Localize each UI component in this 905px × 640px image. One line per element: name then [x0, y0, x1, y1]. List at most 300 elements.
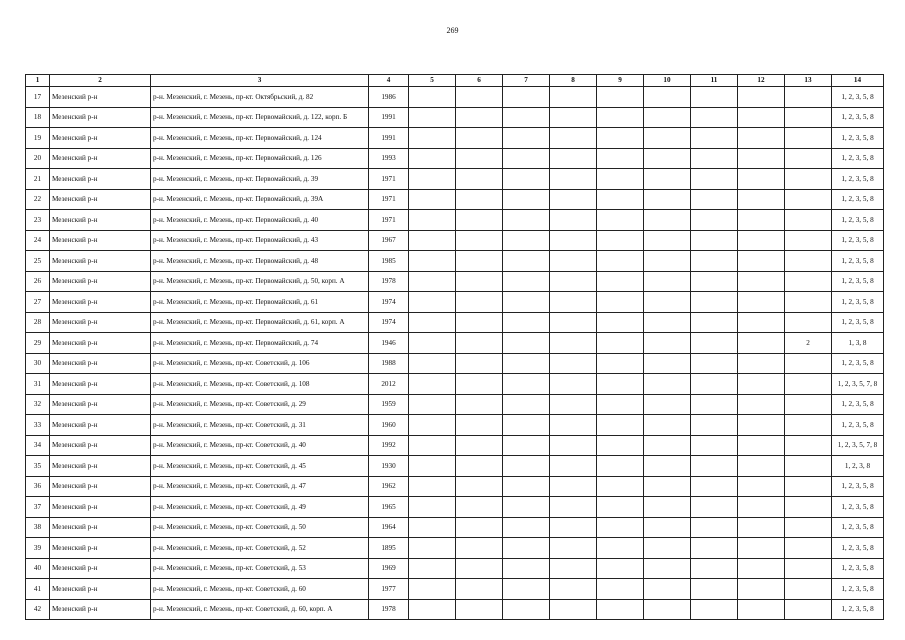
empty-cell-col-8 — [550, 107, 597, 128]
empty-cell-col-7 — [503, 579, 550, 600]
col14-cell: 1, 3, 8 — [832, 333, 884, 354]
empty-cell-col-12 — [738, 87, 785, 108]
table-row — [26, 476, 884, 497]
address-cell: р-н. Мезенский, г. Мезень, пр-кт. Первомайский, д. 61 — [151, 292, 369, 313]
empty-cell-col-9 — [597, 374, 644, 395]
row-number: 27 — [26, 292, 50, 313]
empty-cell-col-11 — [691, 333, 738, 354]
table-row — [26, 374, 884, 395]
row-number: 33 — [26, 415, 50, 436]
empty-cell-col-7 — [503, 353, 550, 374]
empty-cell-col-11 — [691, 374, 738, 395]
empty-cell-col-9 — [597, 251, 644, 272]
district-cell: Мезенский р-н — [50, 169, 151, 190]
empty-cell-col-5 — [409, 579, 456, 600]
empty-cell-col-9 — [597, 435, 644, 456]
table-row — [26, 558, 884, 579]
col13-cell — [785, 374, 832, 395]
table-row — [26, 497, 884, 518]
col13-cell — [785, 538, 832, 559]
empty-cell-col-11 — [691, 148, 738, 169]
col14-cell: 1, 2, 3, 5, 7, 8 — [832, 435, 884, 456]
district-cell: Мезенский р-н — [50, 230, 151, 251]
empty-cell-col-9 — [597, 271, 644, 292]
empty-cell-col-9 — [597, 210, 644, 231]
col14-cell: 1, 2, 3, 5, 8 — [832, 394, 884, 415]
table-body — [26, 87, 884, 620]
column-header-6: 6 — [456, 75, 503, 87]
empty-cell-col-8 — [550, 435, 597, 456]
empty-cell-col-8 — [550, 189, 597, 210]
empty-cell-col-11 — [691, 394, 738, 415]
column-header-4: 4 — [369, 75, 409, 87]
empty-cell-col-11 — [691, 292, 738, 313]
empty-cell-col-6 — [456, 579, 503, 600]
empty-cell-col-6 — [456, 374, 503, 395]
empty-cell-col-10 — [644, 210, 691, 231]
empty-cell-col-6 — [456, 353, 503, 374]
year-cell: 1971 — [369, 169, 409, 190]
empty-cell-col-5 — [409, 558, 456, 579]
empty-cell-col-5 — [409, 292, 456, 313]
col14-cell: 1, 2, 3, 5, 8 — [832, 128, 884, 149]
row-number: 37 — [26, 497, 50, 518]
address-cell: р-н. Мезенский, г. Мезень, пр-кт. Советский, д. 52 — [151, 538, 369, 559]
col13-cell — [785, 394, 832, 415]
column-number-header — [26, 75, 884, 87]
empty-cell-col-9 — [597, 415, 644, 436]
empty-cell-col-12 — [738, 415, 785, 436]
empty-cell-col-11 — [691, 476, 738, 497]
empty-cell-col-12 — [738, 292, 785, 313]
empty-cell-col-12 — [738, 599, 785, 620]
empty-cell-col-5 — [409, 353, 456, 374]
empty-cell-col-9 — [597, 599, 644, 620]
empty-cell-col-12 — [738, 538, 785, 559]
year-cell: 1974 — [369, 292, 409, 313]
empty-cell-col-6 — [456, 497, 503, 518]
col14-cell: 1, 2, 3, 5, 8 — [832, 189, 884, 210]
col13-cell — [785, 579, 832, 600]
empty-cell-col-7 — [503, 456, 550, 477]
year-cell: 1985 — [369, 251, 409, 272]
empty-cell-col-10 — [644, 558, 691, 579]
empty-cell-col-9 — [597, 456, 644, 477]
empty-cell-col-12 — [738, 476, 785, 497]
empty-cell-col-10 — [644, 353, 691, 374]
empty-cell-col-7 — [503, 148, 550, 169]
housing-register-table — [25, 74, 884, 620]
col13-cell — [785, 169, 832, 190]
empty-cell-col-6 — [456, 476, 503, 497]
empty-cell-col-12 — [738, 353, 785, 374]
district-cell: Мезенский р-н — [50, 394, 151, 415]
empty-cell-col-12 — [738, 107, 785, 128]
year-cell: 1962 — [369, 476, 409, 497]
row-number: 17 — [26, 87, 50, 108]
column-header-9: 9 — [597, 75, 644, 87]
empty-cell-col-10 — [644, 87, 691, 108]
column-header-7: 7 — [503, 75, 550, 87]
empty-cell-col-7 — [503, 251, 550, 272]
empty-cell-col-7 — [503, 374, 550, 395]
row-number: 25 — [26, 251, 50, 272]
empty-cell-col-8 — [550, 148, 597, 169]
empty-cell-col-10 — [644, 579, 691, 600]
empty-cell-col-6 — [456, 169, 503, 190]
col13-cell: 2 — [785, 333, 832, 354]
empty-cell-col-9 — [597, 312, 644, 333]
empty-cell-col-6 — [456, 333, 503, 354]
column-header-1: 1 — [26, 75, 50, 87]
table-row — [26, 599, 884, 620]
empty-cell-col-10 — [644, 230, 691, 251]
empty-cell-col-7 — [503, 230, 550, 251]
empty-cell-col-10 — [644, 456, 691, 477]
year-cell: 1986 — [369, 87, 409, 108]
empty-cell-col-7 — [503, 538, 550, 559]
year-cell: 1946 — [369, 333, 409, 354]
col14-cell: 1, 2, 3, 5, 8 — [832, 230, 884, 251]
empty-cell-col-5 — [409, 435, 456, 456]
empty-cell-col-11 — [691, 312, 738, 333]
year-cell: 1971 — [369, 189, 409, 210]
col14-cell: 1, 2, 3, 5, 8 — [832, 210, 884, 231]
column-header-8: 8 — [550, 75, 597, 87]
empty-cell-col-5 — [409, 415, 456, 436]
empty-cell-col-11 — [691, 497, 738, 518]
table-row — [26, 353, 884, 374]
empty-cell-col-9 — [597, 230, 644, 251]
col13-cell — [785, 210, 832, 231]
empty-cell-col-10 — [644, 394, 691, 415]
table-row — [26, 230, 884, 251]
district-cell: Мезенский р-н — [50, 128, 151, 149]
empty-cell-col-12 — [738, 169, 785, 190]
table-row — [26, 312, 884, 333]
col13-cell — [785, 230, 832, 251]
empty-cell-col-7 — [503, 558, 550, 579]
empty-cell-col-6 — [456, 107, 503, 128]
table-row — [26, 107, 884, 128]
district-cell: Мезенский р-н — [50, 599, 151, 620]
empty-cell-col-8 — [550, 230, 597, 251]
table-row — [26, 251, 884, 272]
empty-cell-col-12 — [738, 435, 785, 456]
row-number: 29 — [26, 333, 50, 354]
row-number: 24 — [26, 230, 50, 251]
col14-cell: 1, 2, 3, 5, 8 — [832, 353, 884, 374]
col14-cell: 1, 2, 3, 5, 8 — [832, 476, 884, 497]
empty-cell-col-9 — [597, 333, 644, 354]
empty-cell-col-5 — [409, 107, 456, 128]
col13-cell — [785, 292, 832, 313]
district-cell: Мезенский р-н — [50, 415, 151, 436]
empty-cell-col-8 — [550, 599, 597, 620]
empty-cell-col-6 — [456, 435, 503, 456]
empty-cell-col-5 — [409, 128, 456, 149]
year-cell: 1960 — [369, 415, 409, 436]
empty-cell-col-7 — [503, 476, 550, 497]
district-cell: Мезенский р-н — [50, 517, 151, 538]
empty-cell-col-11 — [691, 230, 738, 251]
row-number: 32 — [26, 394, 50, 415]
address-cell: р-н. Мезенский, г. Мезень, пр-кт. Первомайский, д. 39 — [151, 169, 369, 190]
empty-cell-col-8 — [550, 394, 597, 415]
address-cell: р-н. Мезенский, г. Мезень, пр-кт. Советский, д. 108 — [151, 374, 369, 395]
address-cell: р-н. Мезенский, г. Мезень, пр-кт. Советский, д. 60 — [151, 579, 369, 600]
empty-cell-col-12 — [738, 579, 785, 600]
empty-cell-col-7 — [503, 210, 550, 231]
col14-cell: 1, 2, 3, 5, 7, 8 — [832, 374, 884, 395]
table-row — [26, 517, 884, 538]
address-cell: р-н. Мезенский, г. Мезень, пр-кт. Советский, д. 40 — [151, 435, 369, 456]
table-row — [26, 148, 884, 169]
empty-cell-col-5 — [409, 87, 456, 108]
column-header-11: 11 — [691, 75, 738, 87]
empty-cell-col-6 — [456, 394, 503, 415]
empty-cell-col-8 — [550, 312, 597, 333]
empty-cell-col-8 — [550, 271, 597, 292]
page-number: 269 — [446, 26, 459, 35]
address-cell: р-н. Мезенский, г. Мезень, пр-кт. Советский, д. 50 — [151, 517, 369, 538]
row-number: 20 — [26, 148, 50, 169]
empty-cell-col-6 — [456, 517, 503, 538]
empty-cell-col-10 — [644, 292, 691, 313]
empty-cell-col-12 — [738, 456, 785, 477]
empty-cell-col-11 — [691, 538, 738, 559]
column-header-2: 2 — [50, 75, 151, 87]
row-number: 30 — [26, 353, 50, 374]
col13-cell — [785, 599, 832, 620]
empty-cell-col-6 — [456, 312, 503, 333]
empty-cell-col-7 — [503, 189, 550, 210]
empty-cell-col-8 — [550, 558, 597, 579]
empty-cell-col-7 — [503, 87, 550, 108]
empty-cell-col-12 — [738, 517, 785, 538]
empty-cell-col-10 — [644, 251, 691, 272]
year-cell: 1977 — [369, 579, 409, 600]
col14-cell: 1, 2, 3, 5, 8 — [832, 271, 884, 292]
empty-cell-col-10 — [644, 189, 691, 210]
empty-cell-col-12 — [738, 251, 785, 272]
table-row — [26, 210, 884, 231]
col13-cell — [785, 312, 832, 333]
col13-cell — [785, 558, 832, 579]
empty-cell-col-8 — [550, 456, 597, 477]
empty-cell-col-7 — [503, 394, 550, 415]
address-cell: р-н. Мезенский, г. Мезень, пр-кт. Первомайский, д. 40 — [151, 210, 369, 231]
col14-cell: 1, 2, 3, 5, 8 — [832, 292, 884, 313]
address-cell: р-н. Мезенский, г. Мезень, пр-кт. Советский, д. 31 — [151, 415, 369, 436]
row-number: 36 — [26, 476, 50, 497]
district-cell: Мезенский р-н — [50, 210, 151, 231]
empty-cell-col-8 — [550, 415, 597, 436]
row-number: 38 — [26, 517, 50, 538]
empty-cell-col-7 — [503, 271, 550, 292]
empty-cell-col-12 — [738, 148, 785, 169]
col14-cell: 1, 2, 3, 5, 8 — [832, 169, 884, 190]
empty-cell-col-7 — [503, 435, 550, 456]
empty-cell-col-9 — [597, 517, 644, 538]
district-cell: Мезенский р-н — [50, 579, 151, 600]
column-header-10: 10 — [644, 75, 691, 87]
empty-cell-col-6 — [456, 189, 503, 210]
district-cell: Мезенский р-н — [50, 558, 151, 579]
empty-cell-col-9 — [597, 497, 644, 518]
row-number: 18 — [26, 107, 50, 128]
empty-cell-col-11 — [691, 456, 738, 477]
district-cell: Мезенский р-н — [50, 333, 151, 354]
empty-cell-col-11 — [691, 87, 738, 108]
empty-cell-col-8 — [550, 128, 597, 149]
empty-cell-col-10 — [644, 312, 691, 333]
empty-cell-col-6 — [456, 538, 503, 559]
empty-cell-col-6 — [456, 558, 503, 579]
district-cell: Мезенский р-н — [50, 107, 151, 128]
empty-cell-col-5 — [409, 538, 456, 559]
col13-cell — [785, 415, 832, 436]
empty-cell-col-6 — [456, 148, 503, 169]
col14-cell: 1, 2, 3, 5, 8 — [832, 107, 884, 128]
address-cell: р-н. Мезенский, г. Мезень, пр-кт. Октябрьский, д. 82 — [151, 87, 369, 108]
address-cell: р-н. Мезенский, г. Мезень, пр-кт. Советский, д. 106 — [151, 353, 369, 374]
table-row — [26, 87, 884, 108]
col13-cell — [785, 87, 832, 108]
empty-cell-col-11 — [691, 579, 738, 600]
table-row — [26, 579, 884, 600]
empty-cell-col-5 — [409, 210, 456, 231]
empty-cell-col-5 — [409, 189, 456, 210]
column-header-13: 13 — [785, 75, 832, 87]
empty-cell-col-10 — [644, 538, 691, 559]
row-number: 35 — [26, 456, 50, 477]
empty-cell-col-12 — [738, 312, 785, 333]
table-row — [26, 169, 884, 190]
empty-cell-col-10 — [644, 169, 691, 190]
empty-cell-col-5 — [409, 333, 456, 354]
empty-cell-col-11 — [691, 189, 738, 210]
empty-cell-col-9 — [597, 128, 644, 149]
address-cell: р-н. Мезенский, г. Мезень, пр-кт. Первомайский, д. 43 — [151, 230, 369, 251]
empty-cell-col-7 — [503, 333, 550, 354]
empty-cell-col-7 — [503, 107, 550, 128]
empty-cell-col-10 — [644, 374, 691, 395]
row-number: 19 — [26, 128, 50, 149]
empty-cell-col-8 — [550, 333, 597, 354]
table-row — [26, 456, 884, 477]
empty-cell-col-11 — [691, 210, 738, 231]
year-cell: 1991 — [369, 107, 409, 128]
address-cell: р-н. Мезенский, г. Мезень, пр-кт. Советский, д. 47 — [151, 476, 369, 497]
empty-cell-col-11 — [691, 107, 738, 128]
col13-cell — [785, 497, 832, 518]
col14-cell: 1, 2, 3, 5, 8 — [832, 251, 884, 272]
empty-cell-col-9 — [597, 394, 644, 415]
district-cell: Мезенский р-н — [50, 374, 151, 395]
row-number: 41 — [26, 579, 50, 600]
year-cell: 1978 — [369, 599, 409, 620]
empty-cell-col-11 — [691, 128, 738, 149]
empty-cell-col-5 — [409, 599, 456, 620]
address-cell: р-н. Мезенский, г. Мезень, пр-кт. Первомайский, д. 126 — [151, 148, 369, 169]
col14-cell: 1, 2, 3, 5, 8 — [832, 599, 884, 620]
empty-cell-col-5 — [409, 497, 456, 518]
empty-cell-col-8 — [550, 210, 597, 231]
empty-cell-col-5 — [409, 517, 456, 538]
empty-cell-col-6 — [456, 456, 503, 477]
empty-cell-col-10 — [644, 435, 691, 456]
row-number: 26 — [26, 271, 50, 292]
district-cell: Мезенский р-н — [50, 251, 151, 272]
district-cell: Мезенский р-н — [50, 271, 151, 292]
empty-cell-col-12 — [738, 230, 785, 251]
empty-cell-col-6 — [456, 415, 503, 436]
empty-cell-col-5 — [409, 271, 456, 292]
year-cell: 1967 — [369, 230, 409, 251]
empty-cell-col-6 — [456, 292, 503, 313]
year-cell: 1991 — [369, 128, 409, 149]
empty-cell-col-12 — [738, 210, 785, 231]
year-cell: 1964 — [369, 517, 409, 538]
col14-cell: 1, 2, 3, 5, 8 — [832, 497, 884, 518]
empty-cell-col-9 — [597, 189, 644, 210]
table-row — [26, 128, 884, 149]
row-number: 28 — [26, 312, 50, 333]
column-header-14: 14 — [832, 75, 884, 87]
col13-cell — [785, 456, 832, 477]
district-cell: Мезенский р-н — [50, 312, 151, 333]
row-number: 21 — [26, 169, 50, 190]
col14-cell: 1, 2, 3, 5, 8 — [832, 415, 884, 436]
empty-cell-col-7 — [503, 415, 550, 436]
empty-cell-col-8 — [550, 374, 597, 395]
row-number: 39 — [26, 538, 50, 559]
empty-cell-col-9 — [597, 169, 644, 190]
empty-cell-col-5 — [409, 312, 456, 333]
empty-cell-col-9 — [597, 87, 644, 108]
col13-cell — [785, 148, 832, 169]
empty-cell-col-11 — [691, 558, 738, 579]
address-cell: р-н. Мезенский, г. Мезень, пр-кт. Советский, д. 53 — [151, 558, 369, 579]
empty-cell-col-8 — [550, 353, 597, 374]
empty-cell-col-5 — [409, 456, 456, 477]
empty-cell-col-11 — [691, 599, 738, 620]
col14-cell: 1, 2, 3, 5, 8 — [832, 558, 884, 579]
empty-cell-col-5 — [409, 230, 456, 251]
year-cell: 1992 — [369, 435, 409, 456]
table-row — [26, 333, 884, 354]
empty-cell-col-7 — [503, 292, 550, 313]
empty-cell-col-8 — [550, 579, 597, 600]
empty-cell-col-10 — [644, 128, 691, 149]
district-cell: Мезенский р-н — [50, 476, 151, 497]
col14-cell: 1, 2, 3, 5, 8 — [832, 579, 884, 600]
empty-cell-col-12 — [738, 189, 785, 210]
empty-cell-col-7 — [503, 312, 550, 333]
empty-cell-col-10 — [644, 476, 691, 497]
year-cell: 1978 — [369, 271, 409, 292]
row-number: 23 — [26, 210, 50, 231]
col13-cell — [785, 271, 832, 292]
table-row — [26, 415, 884, 436]
empty-cell-col-6 — [456, 210, 503, 231]
empty-cell-col-6 — [456, 599, 503, 620]
empty-cell-col-7 — [503, 517, 550, 538]
table-row — [26, 292, 884, 313]
empty-cell-col-11 — [691, 251, 738, 272]
empty-cell-col-11 — [691, 271, 738, 292]
